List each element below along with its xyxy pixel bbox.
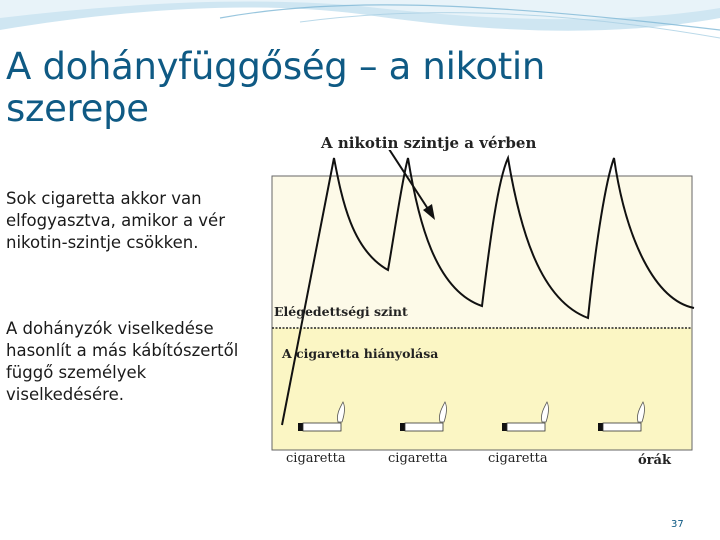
diagram-title: A nikotin szintje a vérben bbox=[321, 134, 537, 152]
time-axis-label: órák bbox=[638, 453, 671, 468]
cigarette-label: cigaretta bbox=[488, 451, 548, 466]
nicotine-level-diagram bbox=[270, 150, 700, 480]
satisfaction-level-label: Elégedettségi szint bbox=[274, 304, 408, 319]
page-number: 37 bbox=[671, 519, 684, 530]
craving-label: A cigaretta hiányolása bbox=[282, 346, 439, 361]
paragraph-cigarette-timing: Sok cigaretta akkor van elfogyasztva, amikor a vér nikotin-szintje csökken. bbox=[6, 189, 225, 252]
cigarette-label: cigaretta bbox=[388, 451, 448, 466]
cigarette-label: cigaretta bbox=[286, 451, 346, 466]
slide-title: A dohányfüggőség – a nikotin szerepe bbox=[6, 45, 546, 130]
paragraph-smoker-behavior: A dohányzók viselkedése hasonlít a más kábítószertől függő személyek viselkedésére. bbox=[6, 319, 239, 404]
